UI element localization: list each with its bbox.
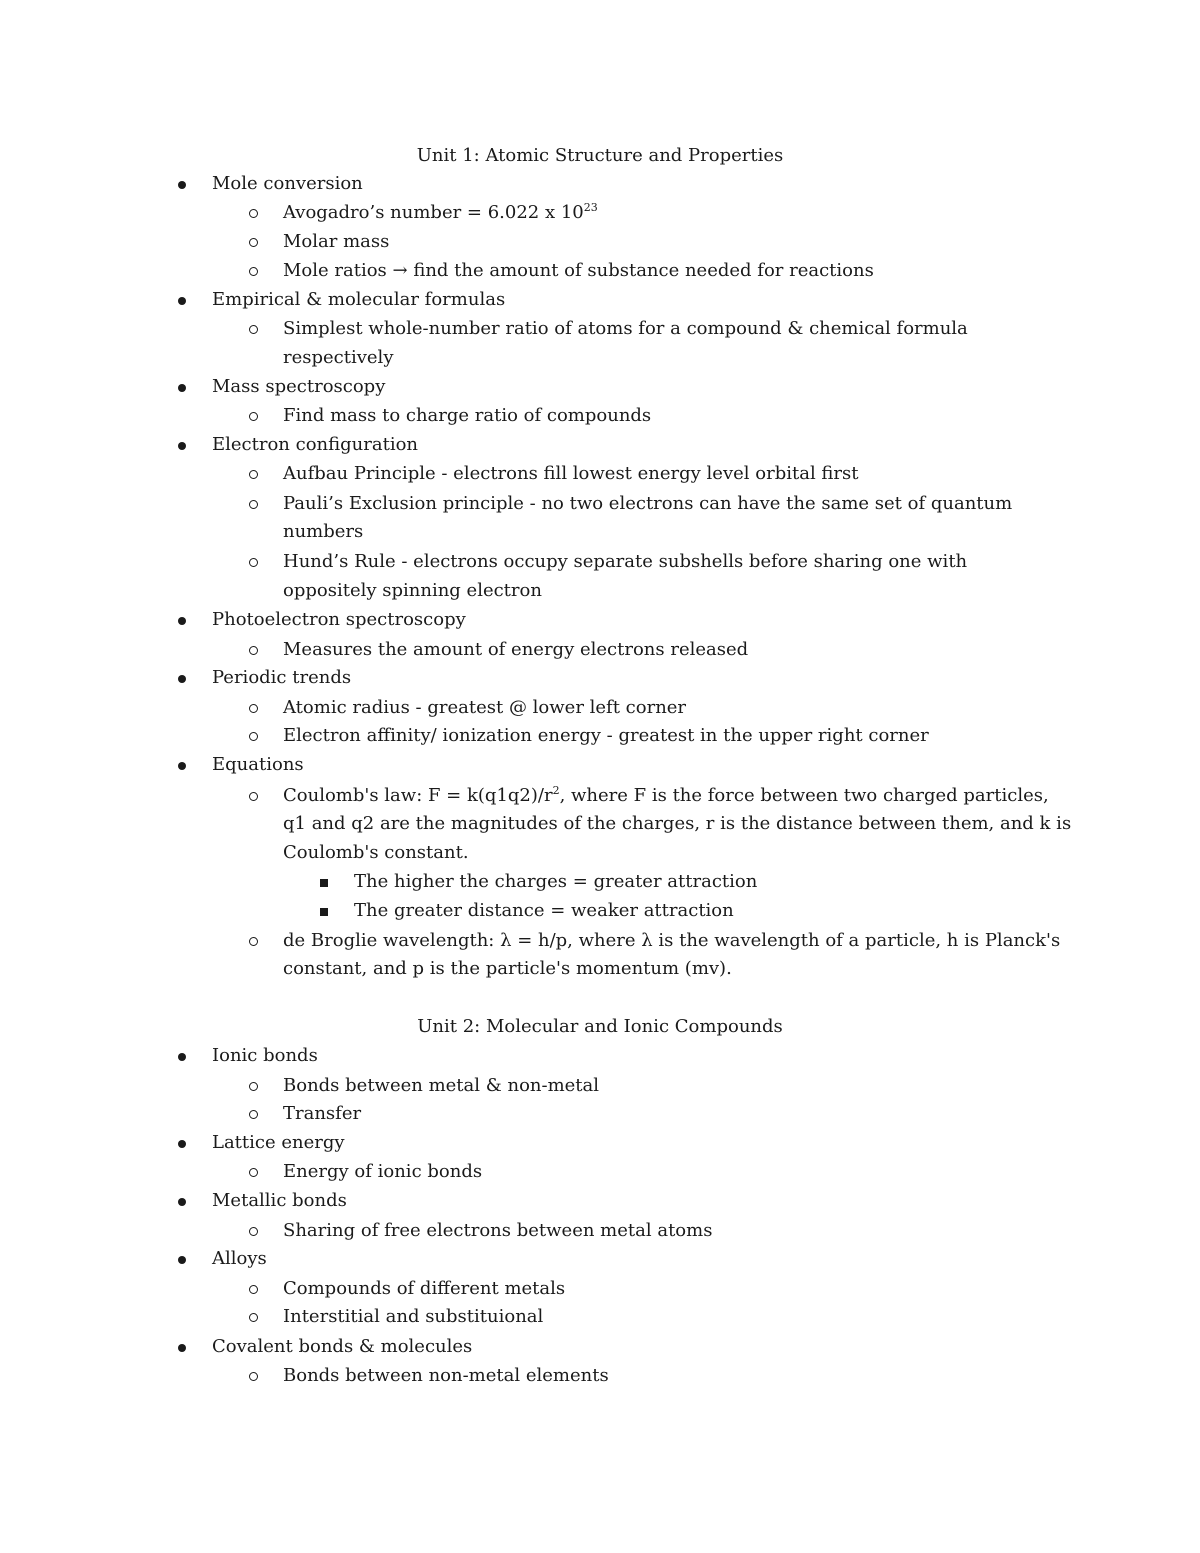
circle-bullet-icon xyxy=(249,1168,258,1177)
circle-bullet-icon xyxy=(249,1227,258,1236)
circle-bullet-icon xyxy=(249,500,258,509)
unit2-title: Unit 2: Molecular and Ionic Compounds xyxy=(417,1016,783,1037)
circle-bullet-icon xyxy=(249,792,258,801)
list-item-equations: Equations xyxy=(212,754,304,775)
list-item-simplest-cont: respectively xyxy=(283,347,394,368)
bullet-icon xyxy=(178,617,186,625)
list-item-lattice: Lattice energy xyxy=(212,1132,345,1153)
list-item-alloys: Alloys xyxy=(212,1248,267,1269)
list-item-metallic-sub: Sharing of free electrons between metal atoms xyxy=(283,1220,713,1241)
square-bullet-icon xyxy=(320,879,328,887)
list-item-covalent: Covalent bonds & molecules xyxy=(212,1336,473,1357)
list-item-alloys-sub2: Interstitial and substituional xyxy=(283,1306,544,1327)
square-bullet-icon xyxy=(320,908,328,916)
list-item-broglie-cont: constant, and p is the particle's momentum (mv). xyxy=(283,958,732,979)
unit1-title: Unit 1: Atomic Structure and Properties xyxy=(416,145,784,166)
list-item-simplest: Simplest whole-number ratio of atoms for a compound & chemical formula xyxy=(283,318,968,339)
list-item-covalent-sub: Bonds between non-metal elements xyxy=(283,1365,609,1386)
list-item-pauli-cont: numbers xyxy=(283,521,364,542)
circle-bullet-icon xyxy=(249,238,258,247)
list-item-mass-spec-sub: Find mass to charge ratio of compounds xyxy=(283,405,652,426)
circle-bullet-icon xyxy=(249,1285,258,1294)
list-item-photoelectron-sub: Measures the amount of energy electrons released xyxy=(283,639,749,660)
list-item-lattice-sub: Energy of ionic bonds xyxy=(283,1161,483,1182)
list-item-mass-spec: Mass spectroscopy xyxy=(212,376,386,397)
bullet-icon xyxy=(178,442,186,450)
circle-bullet-icon xyxy=(249,267,258,276)
circle-bullet-icon xyxy=(249,209,258,218)
list-item-greater-distance: The greater distance = weaker attraction xyxy=(354,900,734,921)
circle-bullet-icon xyxy=(249,558,258,567)
list-item-broglie: de Broglie wavelength: λ = h/p, where λ is the wavelength of a particle, h is Planck's xyxy=(283,930,1061,951)
circle-bullet-icon xyxy=(249,704,258,713)
circle-bullet-icon xyxy=(249,1313,258,1322)
bullet-icon xyxy=(178,384,186,392)
list-item-ionic-sub1: Bonds between metal & non-metal xyxy=(283,1075,600,1096)
bullet-icon xyxy=(178,762,186,770)
list-item-metallic: Metallic bonds xyxy=(212,1190,347,1211)
list-item-periodic: Periodic trends xyxy=(212,667,352,688)
list-item-mole-conversion: Mole conversion xyxy=(212,173,363,194)
list-item-mole-ratios: Mole ratios → find the amount of substance needed for reactions xyxy=(283,260,874,281)
circle-bullet-icon xyxy=(249,1372,258,1381)
list-item-aufbau: Aufbau Principle - electrons fill lowest energy level orbital first xyxy=(283,463,859,484)
bullet-icon xyxy=(178,1344,186,1352)
circle-bullet-icon xyxy=(249,937,258,946)
bullet-icon xyxy=(178,181,186,189)
bullet-icon xyxy=(178,1140,186,1148)
circle-bullet-icon xyxy=(249,325,258,334)
list-item-electron-affinity: Electron affinity/ ionization energy - greatest in the upper right corner xyxy=(283,725,929,746)
list-item-coulomb-cont2: Coulomb's constant. xyxy=(283,842,469,863)
bullet-icon xyxy=(178,675,186,683)
list-item-coulomb-cont: q1 and q2 are the magnitudes of the charges, r is the distance between them, and k is xyxy=(283,813,1072,834)
bullet-icon xyxy=(178,297,186,305)
list-item-higher-charges: The higher the charges = greater attraction xyxy=(354,871,758,892)
bullet-icon xyxy=(178,1198,186,1206)
list-item-empirical: Empirical & molecular formulas xyxy=(212,289,506,310)
list-item-ionic-sub2: Transfer xyxy=(283,1103,362,1124)
list-item-pauli: Pauli’s Exclusion principle - no two electrons can have the same set of quantum xyxy=(283,493,1013,514)
circle-bullet-icon xyxy=(249,732,258,741)
list-item-ionic-bonds: Ionic bonds xyxy=(212,1045,318,1066)
list-item-photoelectron: Photoelectron spectroscopy xyxy=(212,609,466,630)
bullet-icon xyxy=(178,1053,186,1061)
list-item-avogadro: Avogadro’s number = 6.022 x $10^{23}$ xyxy=(283,201,598,223)
bullet-icon xyxy=(178,1256,186,1264)
list-item-alloys-sub1: Compounds of different metals xyxy=(283,1278,566,1299)
list-item-atomic-radius: Atomic radius - greatest @ lower left corner xyxy=(283,697,687,718)
circle-bullet-icon xyxy=(249,470,258,479)
list-item-electron-config: Electron configuration xyxy=(212,434,419,455)
list-item-coulomb: Coulomb's law: $F = k(q1q2)/r^2$, where F is the force between two charged particles, xyxy=(283,784,1049,806)
circle-bullet-icon xyxy=(249,412,258,421)
circle-bullet-icon xyxy=(249,1082,258,1091)
list-item-hund-cont: oppositely spinning electron xyxy=(283,580,542,601)
circle-bullet-icon xyxy=(249,1110,258,1119)
circle-bullet-icon xyxy=(249,646,258,655)
list-item-molar-mass: Molar mass xyxy=(283,231,390,252)
list-item-hund: Hund’s Rule - electrons occupy separate subshells before sharing one with xyxy=(283,551,968,572)
